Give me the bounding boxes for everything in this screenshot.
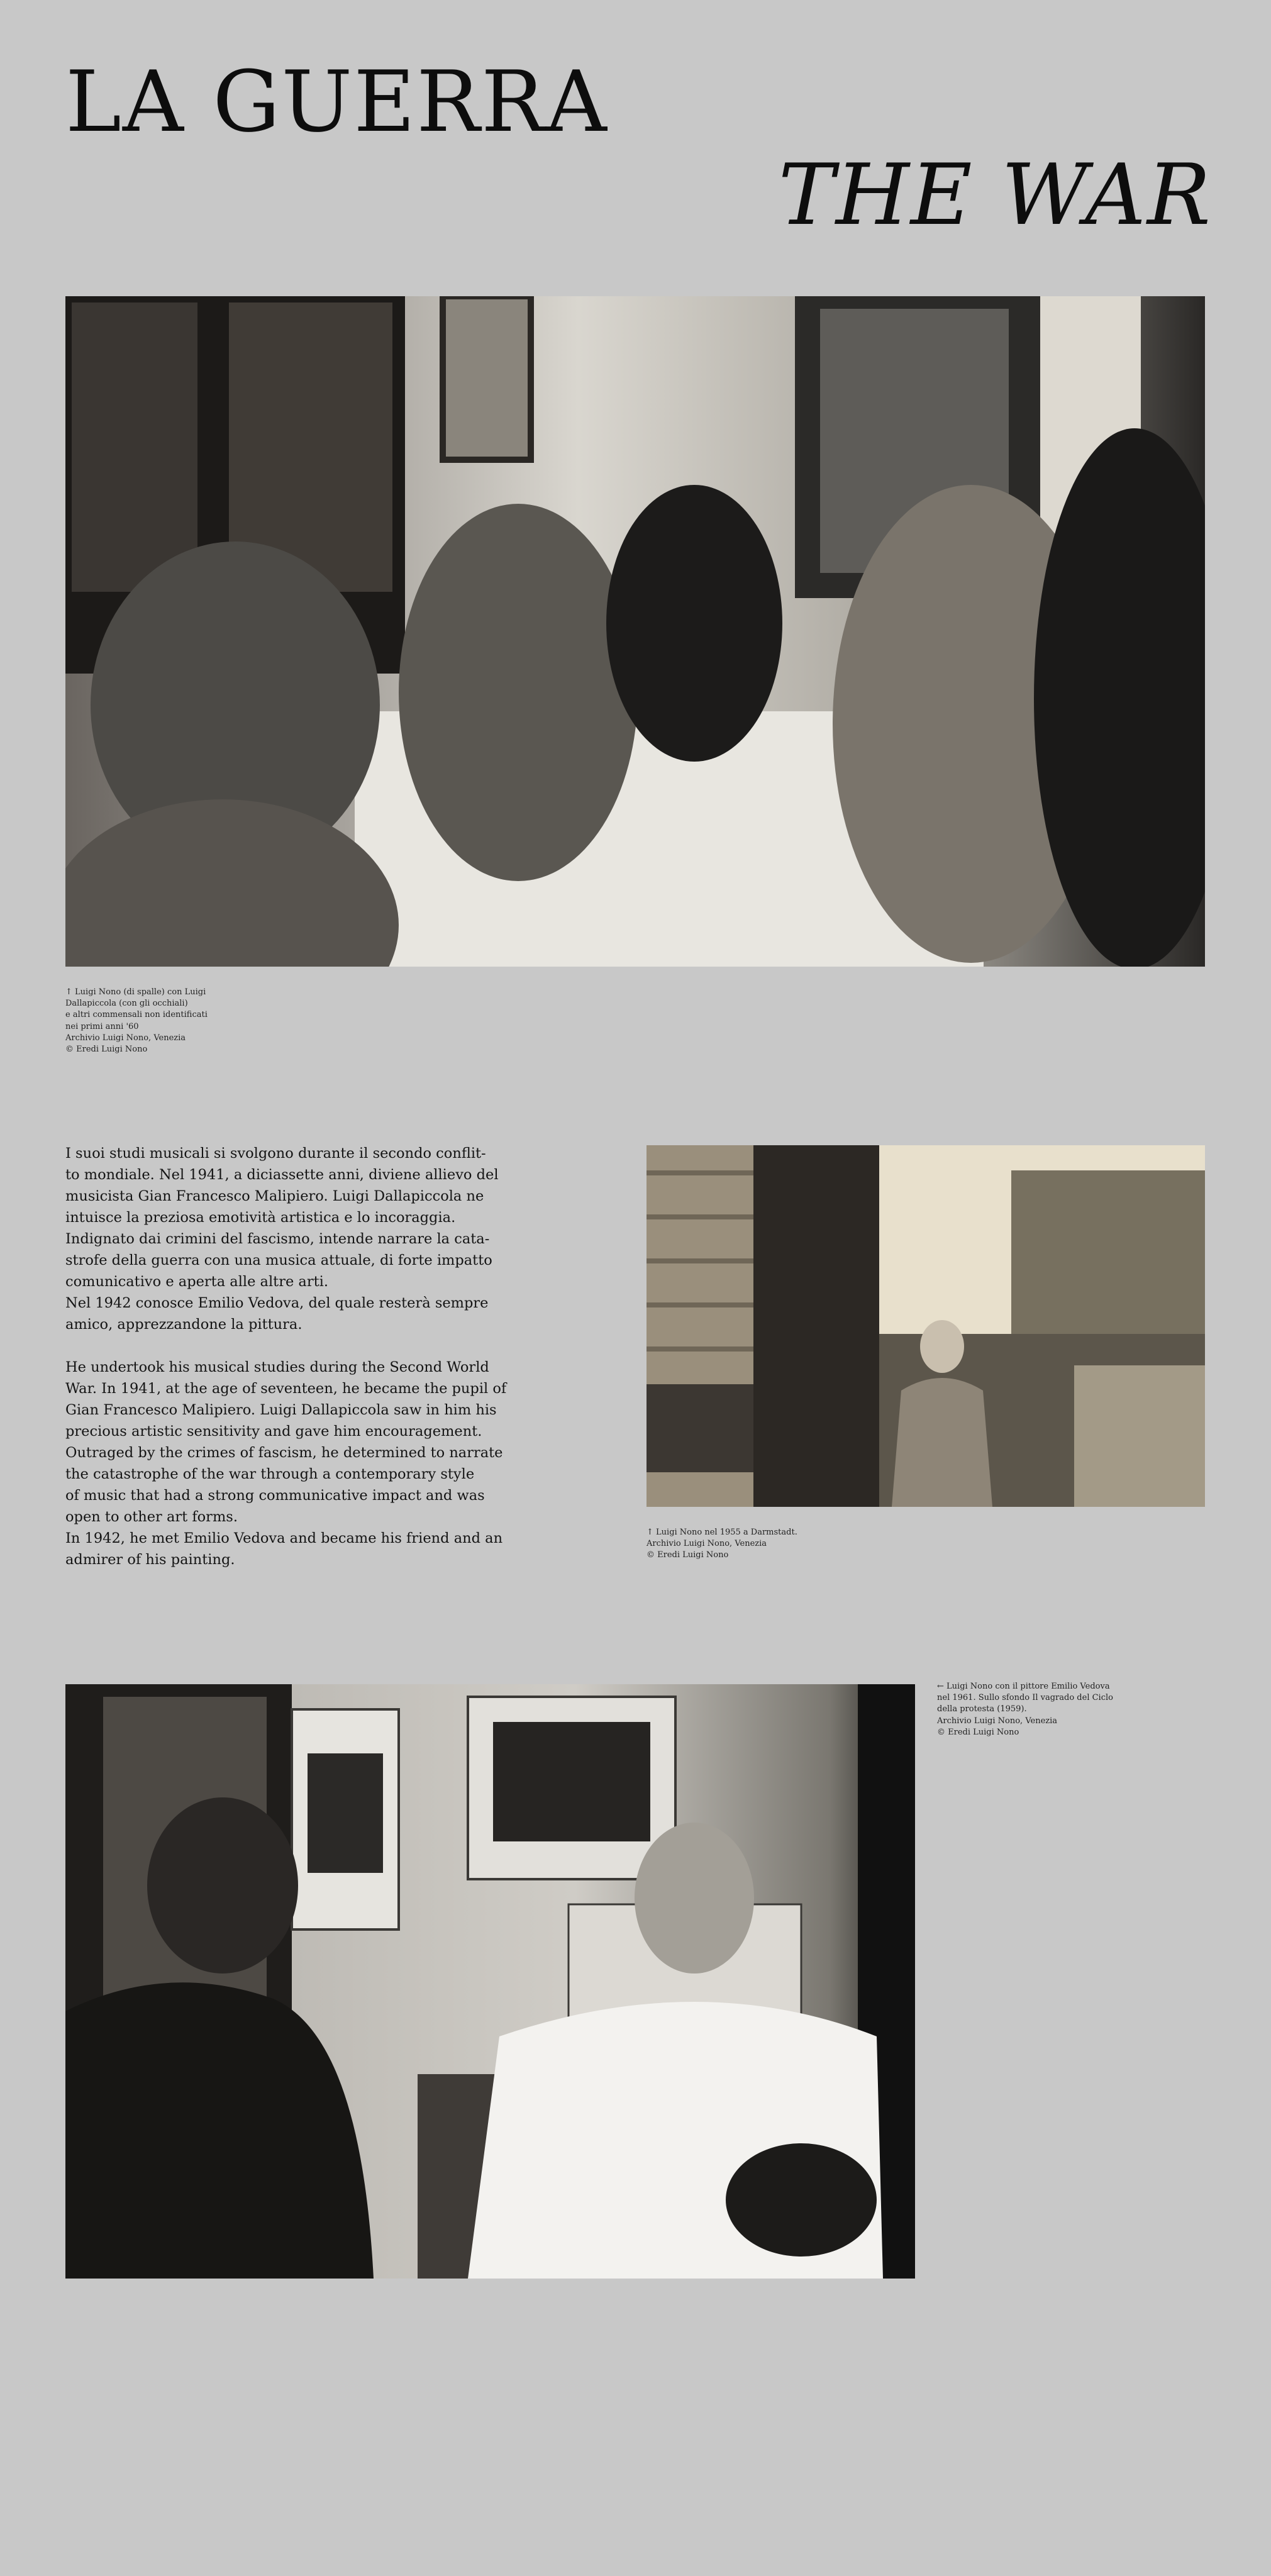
body-text: I suoi studi musicali si svolgono durante il secondo conflit- to mondiale. Nel 1941, a diciassette anni, diviene allievo del musicista Gian Francesco Malipiero. Luigi Dallapiccola ne intuisce la preziosa emotività artistica e lo incoraggia. Indignato dai crimini del fascismo, intende narrare la cata- strofe della guerra con una musica attuale, di forte impatto comunicativo e aperta alle altre arti. Nel 1942 conosce Emilio Vedova, del quale resterà sempre amico, apprezzandone la pittura. He undertook his musical studies during the Second World War. In 1941, at the age of seventeen, he became the pupil of Gian Francesco Malipiero. Luigi Dallapiccola saw in him his precious artistic sensitivity and gave him encouragement. Outraged by the crimes of fascism, he determined to narrate the catastrophe of the war through a contemporary style of music that had a strong communicative impact and was open to other art forms. In 1942, he met Emilio Vedova and became his friend and an admirer of his painting. (65, 1145, 507, 1568)
title-english: THE WAR (778, 146, 1212, 244)
caption-dinner: ↑ Luigi Nono (di spalle) con Luigi Dallapiccola (con gli occhiali) e altri commensali non identificati nei primi anni '60 Archivio Luigi Nono, Venezia © Eredi Luigi Nono (65, 987, 208, 1054)
caption-vedova: ← Luigi Nono con il pittore Emilio Vedova nel 1961. Sullo sfondo Il vagrado del Ciclo della protesta (1959). Archivio Luigi Nono, Venezia © Eredi Luigi Nono (937, 1682, 1113, 1737)
photo-darmstadt (647, 1145, 1205, 1507)
caption-darmstadt: ↑ Luigi Nono nel 1955 a Darmstadt. Archivio Luigi Nono, Venezia © Eredi Luigi Nono (647, 1528, 797, 1560)
title-italian: LA GUERRA (65, 53, 608, 151)
photo-vedova (65, 1684, 915, 2279)
photo-dinner (65, 296, 1205, 967)
